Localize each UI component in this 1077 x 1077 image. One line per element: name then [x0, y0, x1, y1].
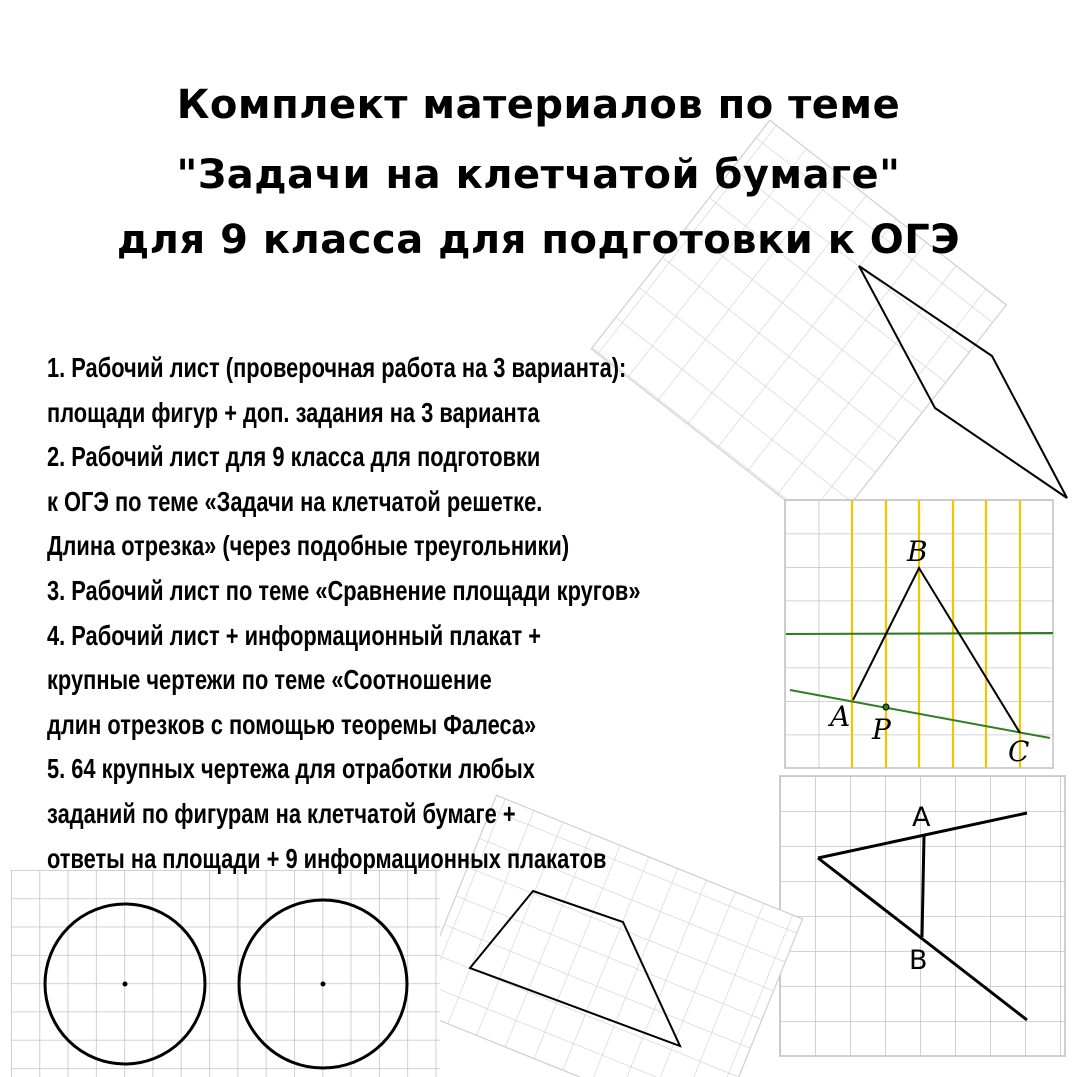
label-angle-A: A: [912, 802, 931, 833]
title-line-2: "Задачи на клетчатой бумаге": [176, 152, 901, 198]
list-line: к ОГЭ по теме «Задачи на клетчатой решетке.: [47, 485, 543, 517]
list-line: ответы на площади + 9 информационных плакатов: [47, 842, 607, 874]
title-line-3: для 9 класса для подготовки к ОГЭ: [116, 217, 961, 263]
triangle-thales-figure: [785, 500, 1053, 768]
list-line: 5. 64 крупных чертежа для отработки любых: [47, 753, 535, 785]
list-line: площади фигур + доп. задания на 3 варианта: [47, 396, 540, 428]
list-line: длин отрезков с помощью теоремы Фалеса»: [47, 708, 537, 740]
label-P: P: [872, 713, 891, 746]
list-line: 3. Рабочий лист по теме «Сравнение площади кругов»: [47, 574, 641, 606]
contents-list: [47, 346, 808, 881]
label-A: A: [830, 700, 851, 733]
list-line: Длина отрезка» (через подобные треугольники): [47, 530, 570, 562]
list-line: 2. Рабочий лист для 9 класса для подготовки: [47, 441, 541, 473]
angle-segment-figure: [780, 776, 1065, 1056]
label-B: B: [907, 535, 928, 568]
list-line: 1. Рабочий лист (проверочная работа на 3 варианта):: [47, 352, 627, 383]
list-line: заданий по фигурам на клетчатой бумаге +: [47, 797, 516, 829]
list-line: 4. Рабочий лист + информационный плакат +: [47, 619, 542, 651]
list-line: крупные чертежи по теме «Соотношение: [47, 664, 492, 696]
circles-figure: [11, 870, 440, 1077]
label-C: C: [1008, 735, 1030, 768]
label-angle-B: B: [909, 945, 928, 976]
title-line-1: Комплект материалов по теме: [176, 82, 901, 128]
